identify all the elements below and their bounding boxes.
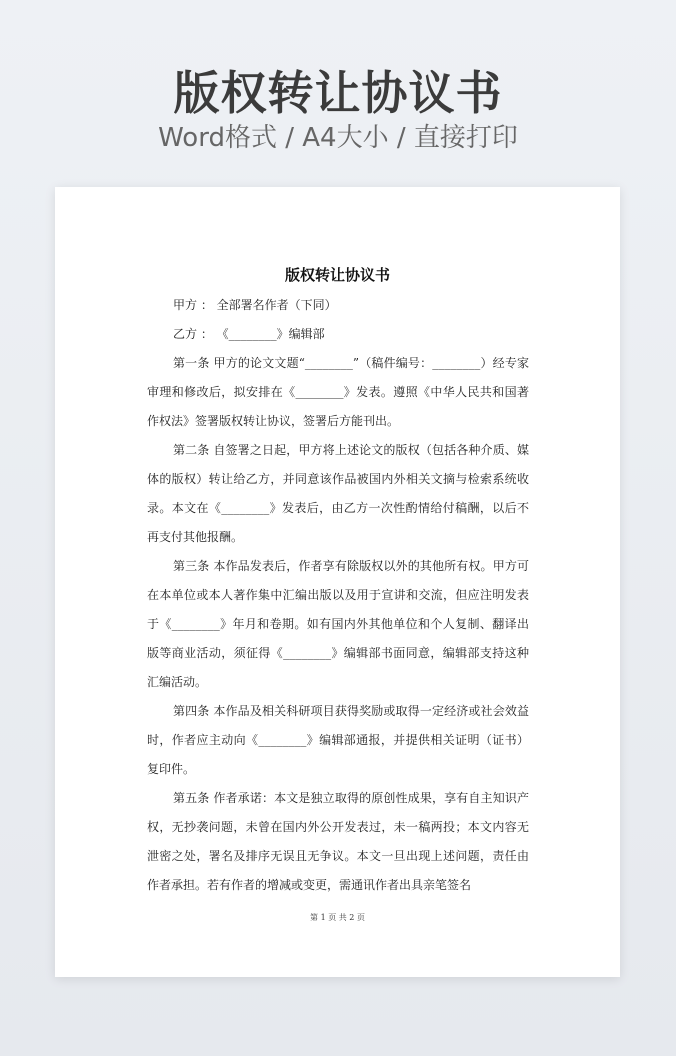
party-b-line: 乙方 ： 《________》编辑部 bbox=[173, 327, 325, 341]
document-title: 版权转让协议书 bbox=[284, 266, 390, 284]
article-2: 第二条 自签署之日起，甲方将上述论文的版权（包括各种介质、媒体的版权）转让给乙方，并同意该作品被国内外相关文摘与检索系统收录。本文在《________》发表后，由乙方一次性酌情给付稿酬，以后不再支付其他报酬。 bbox=[147, 443, 529, 544]
article-5: 第五条 作者承诺：本文是独立取得的原创性成果，享有自主知识产权，无抄袭问题，未曾在国内外公开发表过，未一稿两投；本文内容无泄密之处，署名及排序无误且无争议。本文一旦出现上述问题，责任由作者承担。若有作者的增减或变更，需通讯作者出具亲笔签名 bbox=[147, 791, 529, 892]
article-4: 第四条 本作品及相关科研项目获得奖励或取得一定经济或社会效益时，作者应主动向《________》编辑部通报，并提供相关证明（证书）复印件。 bbox=[147, 704, 529, 776]
page-title: 版权转让协议书 bbox=[173, 66, 503, 120]
document-page bbox=[55, 187, 620, 977]
article-3: 第三条 本作品发表后，作者享有除版权以外的其他所有权。甲方可在本单位或本人著作集中汇编出版以及用于宣讲和交流，但应注明发表于《________》年月和卷期。如有国内外其他单位和个人复制、翻译出版等商业活动，须征得《________》编辑部书面同意，编辑部支持这种汇编活动。 bbox=[147, 559, 529, 689]
page-subtitle: Word格式 / A4大小 / 直接打印 bbox=[158, 123, 518, 153]
page-number-footer: 第 1 页 共 2 页 bbox=[310, 913, 365, 922]
article-1: 第一条 甲方的论文文题“________”（稿件编号：________）经专家审理和修改后，拟安排在《________》发表。遵照《中华人民共和国著作权法》签署版权转让协议，签署后方能刊出。 bbox=[147, 356, 529, 428]
document-body bbox=[147, 291, 529, 900]
party-a-line: 甲方 ： 全部署名作者（下同） bbox=[173, 298, 337, 312]
